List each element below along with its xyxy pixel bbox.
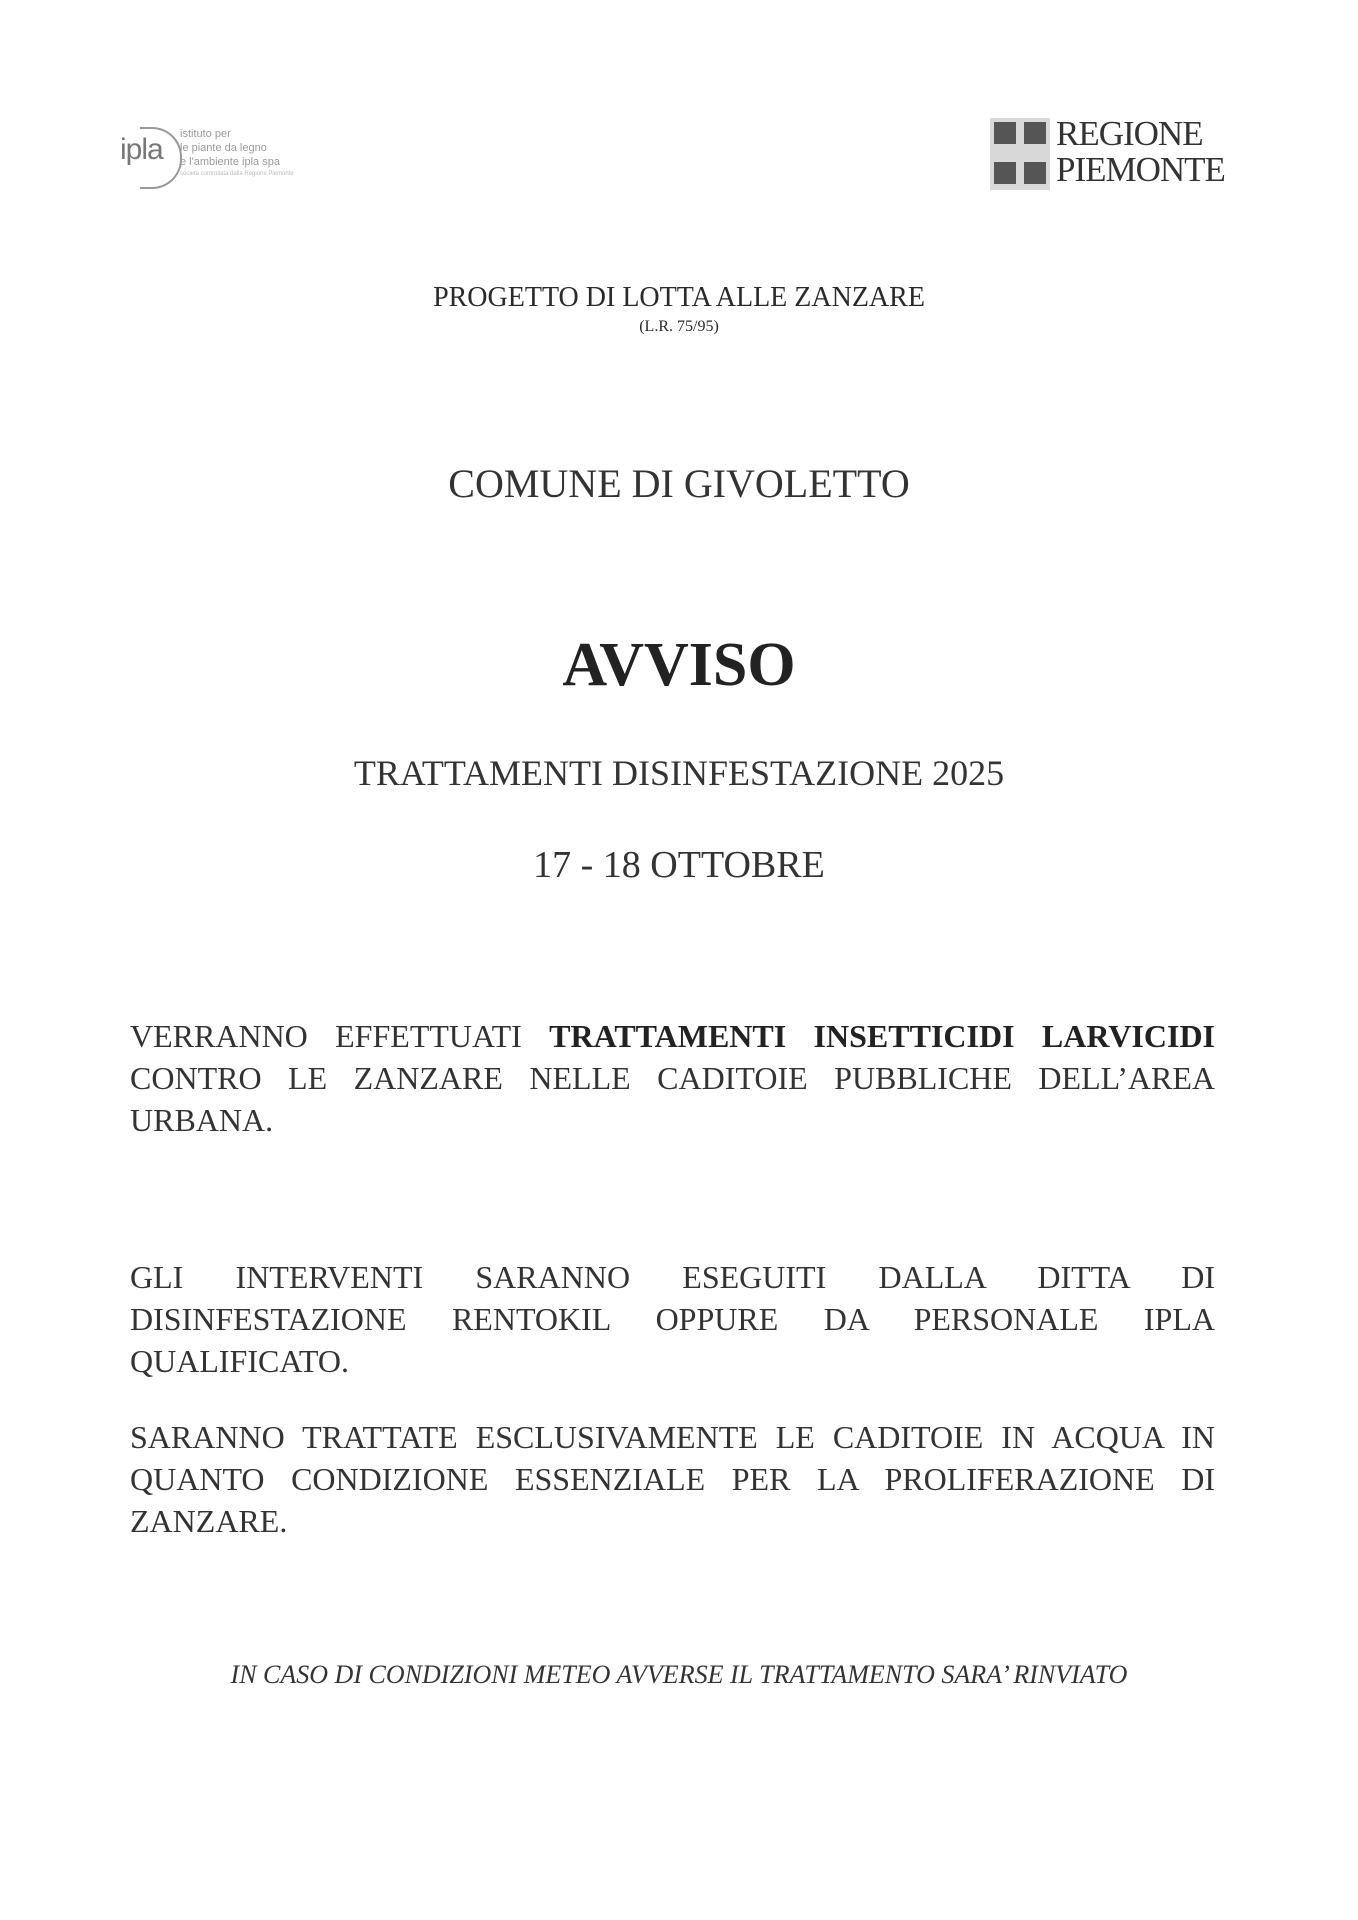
notice-subtitle: TRATTAMENTI DISINFESTAZIONE 2025: [353, 753, 1005, 793]
ipla-subline: società controllata dalla Regione Piemonte: [180, 171, 294, 177]
p1-bold-text: TRATTAMENTI INSETTICIDI LARVICIDI: [549, 1018, 1215, 1054]
p1-text-end: CONTRO LE ZANZARE NELLE CADITOIE PUBBLICHE DELL’AREA URBANA.: [130, 1060, 1215, 1138]
regione-line-2: PIEMONTE: [1056, 150, 1225, 189]
ipla-line-2: le piante da legno: [180, 142, 267, 154]
ipla-line-1: istituto per: [180, 128, 231, 140]
ipla-logo-mark: ipla: [120, 133, 163, 166]
regione-piemonte-logo: [990, 114, 1225, 192]
ipla-line-3: e l'ambiente ipla spa: [180, 156, 280, 168]
treatment-dates: 17 - 18 OTTOBRE: [533, 844, 825, 886]
paragraph-scope: SARANNO TRATTATE ESCLUSIVAMENTE LE CADITOIE IN ACQUA IN QUANTO CONDIZIONE ESSENZIALE PER LA PROLIFERAZIONE DI ZANZARE.: [130, 1419, 1215, 1539]
notice-title: AVVISO: [562, 631, 796, 699]
ipla-logo-text: [180, 127, 294, 179]
weather-note: IN CASO DI CONDIZIONI METEO AVVERSE IL TRATTAMENTO SARA’ RINVIATO: [230, 1660, 1128, 1689]
p1-text: VERRANNO EFFETTUATI: [130, 1018, 550, 1054]
project-title: PROGETTO DI LOTTA ALLE ZANZARE: [433, 282, 925, 313]
regione-name: [1056, 116, 1225, 188]
municipality-name: COMUNE DI GIVOLETTO: [448, 461, 910, 506]
law-reference: (L.R. 75/95): [639, 318, 719, 335]
regione-line-1: REGIONE: [1056, 114, 1203, 153]
piemonte-flag-icon: [990, 118, 1050, 190]
paragraph-treatments: [130, 1015, 1215, 1141]
ipla-logo: [120, 125, 360, 195]
ipla-logo-arc-icon: [140, 127, 182, 189]
paragraph-operators: GLI INTERVENTI SARANNO ESEGUITI DALLA DITTA DI DISINFESTAZIONE RENTOKIL OPPURE DA PERSONALE IPLA QUALIFICATO.: [130, 1259, 1215, 1379]
